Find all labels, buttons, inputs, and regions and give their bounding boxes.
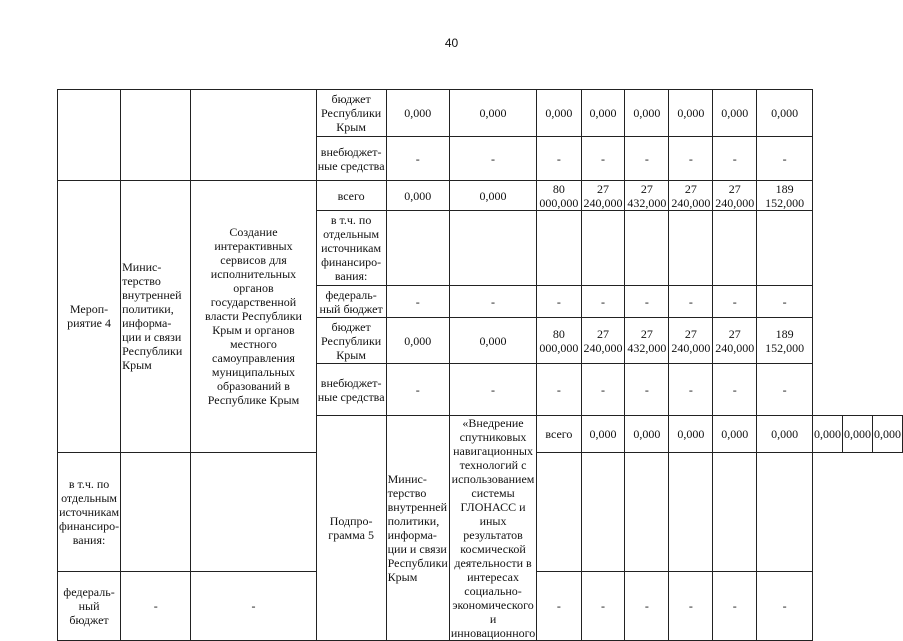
- source-cell: федераль-ный бюджет: [58, 571, 121, 640]
- empty-cell: [121, 90, 191, 181]
- table-row: [58, 181, 903, 211]
- empty-cell: [191, 90, 316, 181]
- value-cell: 189 152,000: [757, 181, 813, 211]
- value-cell: -: [121, 571, 191, 640]
- value-cell: -: [669, 571, 713, 640]
- measure-title: Создание интерактивных сервисов для исполнительных органов государственной власти Республики Крым и органов местного самоуправления муниципальных образований в Республике Крым: [191, 181, 316, 453]
- value-cell: -: [449, 286, 536, 318]
- value-cell: 0,000: [873, 416, 903, 453]
- value-cell: 0,000: [386, 90, 449, 137]
- value-cell: 27 240,000: [713, 181, 757, 211]
- value-cell: 27 240,000: [669, 181, 713, 211]
- empty-cell: [669, 452, 713, 571]
- empty-cell: [757, 211, 813, 286]
- empty-cell: [581, 211, 625, 286]
- value-cell: -: [537, 571, 581, 640]
- value-cell: -: [386, 137, 449, 181]
- value-cell: -: [669, 137, 713, 181]
- source-cell: федераль-ный бюджет: [316, 286, 386, 318]
- value-cell: -: [713, 286, 757, 318]
- value-cell: 0,000: [843, 416, 873, 453]
- subprogram-name: Подпро-грамма 5: [316, 416, 386, 641]
- executor-cell: Минис-терство внутренней политики, информа-ции и связи Республики Крым: [121, 181, 191, 453]
- value-cell: 0,000: [386, 181, 449, 211]
- value-cell: 0,000: [713, 90, 757, 137]
- value-cell: -: [581, 571, 625, 640]
- value-cell: -: [713, 364, 757, 416]
- empty-cell: [581, 452, 625, 571]
- value-cell: -: [757, 286, 813, 318]
- value-cell: 0,000: [581, 90, 625, 137]
- empty-cell: [537, 211, 581, 286]
- empty-cell: [386, 211, 449, 286]
- value-cell: -: [757, 571, 813, 640]
- value-cell: 0,000: [669, 416, 713, 453]
- value-cell: -: [625, 286, 669, 318]
- empty-cell: [757, 452, 813, 571]
- value-cell: -: [713, 571, 757, 640]
- subprogram-title: «Внедрение спутниковых навигационных технологий с использованием системы ГЛОНАСС и иных результатов космической деятельности в интересах социально-экономического и инновационного: [450, 416, 536, 640]
- value-cell: -: [669, 364, 713, 416]
- source-cell: внебюджет-ные средства: [316, 137, 386, 181]
- value-cell: 80 000,000: [537, 318, 581, 364]
- value-cell: 27 432,000: [625, 318, 669, 364]
- empty-cell: [537, 452, 581, 571]
- empty-cell: [191, 452, 316, 571]
- empty-cell: [625, 452, 669, 571]
- value-cell: 0,000: [581, 416, 625, 453]
- empty-cell: [58, 90, 121, 181]
- value-cell: 0,000: [757, 90, 813, 137]
- budget-table: [57, 89, 903, 641]
- value-cell: 27 240,000: [669, 318, 713, 364]
- value-cell: 0,000: [386, 318, 449, 364]
- page-number: 40: [444, 36, 459, 50]
- value-cell: 27 240,000: [713, 318, 757, 364]
- value-cell: 80 000,000: [537, 181, 581, 211]
- source-cell: в т.ч. по отдельным источникам финансиро-вания:: [58, 452, 121, 571]
- value-cell: -: [757, 137, 813, 181]
- value-cell: -: [625, 571, 669, 640]
- empty-cell: [449, 211, 536, 286]
- measure-name: Мероп-риятие 4: [58, 181, 121, 453]
- value-cell: 189 152,000: [757, 318, 813, 364]
- value-cell: 0,000: [713, 416, 757, 453]
- value-cell: 0,000: [813, 416, 843, 453]
- value-cell: 0,000: [669, 90, 713, 137]
- value-cell: -: [537, 364, 581, 416]
- source-cell: бюджет Республики Крым: [316, 318, 386, 364]
- value-cell: 0,000: [537, 90, 581, 137]
- value-cell: -: [449, 137, 536, 181]
- value-cell: -: [581, 137, 625, 181]
- value-cell: -: [713, 137, 757, 181]
- source-cell: всего: [316, 181, 386, 211]
- value-cell: 0,000: [449, 181, 536, 211]
- value-cell: -: [581, 364, 625, 416]
- value-cell: -: [191, 571, 316, 640]
- source-cell: бюджет Республики Крым: [316, 90, 386, 137]
- value-cell: 27 240,000: [581, 181, 625, 211]
- value-cell: 0,000: [449, 90, 536, 137]
- value-cell: -: [757, 364, 813, 416]
- value-cell: -: [625, 364, 669, 416]
- empty-cell: [713, 211, 757, 286]
- value-cell: 0,000: [449, 318, 536, 364]
- value-cell: 0,000: [757, 416, 813, 453]
- empty-cell: [625, 211, 669, 286]
- value-cell: 0,000: [625, 90, 669, 137]
- empty-cell: [713, 452, 757, 571]
- value-cell: -: [581, 286, 625, 318]
- source-cell: всего: [537, 416, 581, 453]
- value-cell: -: [625, 137, 669, 181]
- empty-cell: [669, 211, 713, 286]
- value-cell: 27 432,000: [625, 181, 669, 211]
- value-cell: 27 240,000: [581, 318, 625, 364]
- value-cell: -: [669, 286, 713, 318]
- empty-cell: [121, 452, 191, 571]
- value-cell: -: [537, 286, 581, 318]
- executor-cell: Минис-терство внутренней политики, информа-ции и связи Республики Крым: [386, 416, 449, 641]
- value-cell: 0,000: [625, 416, 669, 453]
- value-cell: -: [449, 364, 536, 416]
- table-row: [58, 90, 903, 137]
- value-cell: -: [386, 286, 449, 318]
- source-cell: внебюджет-ные средства: [316, 364, 386, 416]
- value-cell: -: [386, 364, 449, 416]
- value-cell: -: [537, 137, 581, 181]
- source-cell: в т.ч. по отдельным источникам финансиро-вания:: [316, 211, 386, 286]
